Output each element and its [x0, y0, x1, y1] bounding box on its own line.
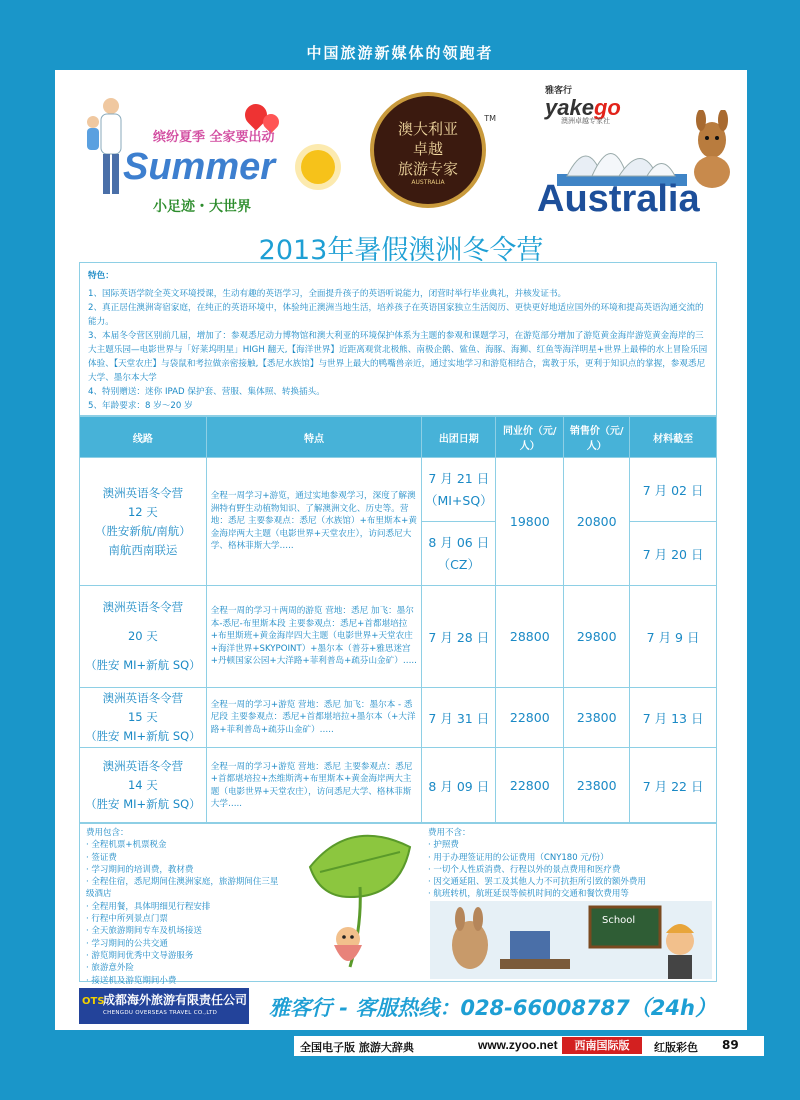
- route-days: 15 天: [127, 710, 158, 724]
- seal-trademark: TM: [484, 114, 496, 123]
- col-header-deadline: 材料截至: [630, 417, 717, 458]
- region-badge: 西南国际版: [562, 1037, 642, 1054]
- trade-price-cell: 22800: [496, 748, 564, 824]
- fees-excluded-title: 费用不含：: [428, 828, 471, 838]
- routes-table: [79, 416, 717, 824]
- feature-item: 4、特别赠送：迷你 IPAD 保护套、营服、集体照、转换插头。: [88, 387, 325, 397]
- fees-included: [86, 827, 286, 987]
- fees-excluded-list: [428, 839, 714, 900]
- list-item: · 用于办理签证用的公证费用（CNY180 元/份）: [428, 852, 609, 863]
- departure-airline: （CZ）: [437, 556, 480, 572]
- company-name-en: CHENGDU OVERSEAS TRAVEL CO.,LTD: [103, 1010, 218, 1016]
- route-days: 14 天: [127, 778, 158, 792]
- table-row: [80, 748, 717, 824]
- route-cell: [80, 688, 207, 748]
- trade-price-cell: 22800: [496, 688, 564, 748]
- school-cartoon-icon: [430, 901, 712, 979]
- hotline-text: 雅客行 - 客服热线：028-66008787（24h）: [269, 996, 716, 1020]
- route-airline: （胜安 MI+新航 SQ）: [85, 658, 201, 672]
- color-label: 红版彩色: [654, 1041, 698, 1054]
- list-item: · 全程住宿，悉尼期间住澳洲家庭，旅游期间住三星级酒店: [86, 877, 279, 900]
- list-item: · 游览期间优秀中文导游服务: [86, 950, 194, 961]
- page-number: 89: [722, 1038, 739, 1052]
- trade-price-cell: 28800: [496, 586, 564, 688]
- summer-tagline: 小足迹・大世界: [153, 199, 251, 215]
- company-name-cn: 成都海外旅游有限责任公司: [103, 993, 248, 1007]
- company-logo-mark: OTS: [82, 996, 105, 1007]
- list-item: · 一切个人性质消费、行程以外的景点费用和医疗费: [428, 864, 621, 875]
- seal-line-3: 旅游专家: [397, 160, 458, 178]
- feature-cell: 全程一周学习+游览，通过实地参观学习，深度了解澳洲特有野生动植物知识、了解澳洲文化、历史等。营地：悉尼 主要参观点：悉尼（水族馆）+布里斯本+黄金海岸两大主题（电影世界+天堂农庄），访问悉尼大学、格林菲斯大学…..: [206, 458, 422, 586]
- sale-price-cell: 20800: [564, 458, 630, 586]
- school-sign-text: School: [602, 915, 636, 926]
- departure-cell: [422, 522, 496, 586]
- features-heading: 特色：: [88, 271, 114, 281]
- deadline-cell: 7 月 02 日: [630, 458, 717, 522]
- australia-word: Australia: [537, 178, 700, 220]
- banner: [55, 70, 747, 220]
- yakego-logo: [537, 80, 737, 220]
- deadline-cell: 7 月 13 日: [630, 688, 717, 748]
- summer-word: Summer: [123, 146, 276, 188]
- feature-item: 5、年龄要求：8 岁～20 岁: [88, 401, 193, 411]
- deadline-cell: 7 月 9 日: [630, 586, 717, 688]
- list-item: · 学习期间的培训费，教材费: [86, 864, 194, 875]
- route-airline-note: 南航西南联运: [108, 542, 178, 557]
- list-item: · 全天旅游期间专车及机场接送: [86, 926, 202, 937]
- features-box: [79, 262, 717, 416]
- list-item: · 旅游意外险: [86, 963, 134, 974]
- departure-airline: （MI+SQ）: [424, 492, 493, 508]
- list-item: · 因交通延阻、罢工及其他人力不可抗拒所引致的额外费用: [428, 877, 646, 888]
- seal-line-1: 澳大利亚: [397, 120, 458, 138]
- edition-label: 全国电子版 旅游大辞典: [300, 1041, 414, 1054]
- route-airline: （胜安 MI+新航 SQ）: [85, 729, 201, 743]
- fees-excluded: [428, 827, 714, 901]
- route-days: 20 天: [127, 629, 158, 643]
- route-airline: （胜安新航/南航）: [94, 523, 191, 538]
- summer-subtitle: 缤纷夏季 全家要出动: [153, 130, 275, 145]
- child-under-leaf-icon: [290, 827, 420, 977]
- yakego-brand-a: yake: [545, 95, 594, 120]
- feature-item: 2、真正居住澳洲寄宿家庭，在纯正的英语环境中，体验纯正澳洲当地生活，培养孩子在英语国家独立生活阅历、更快更好地适应国外的环境和提高英语沟通交流的能力。: [88, 303, 704, 327]
- departure-date: 7 月 21 日: [428, 470, 490, 486]
- footer: [79, 988, 717, 1024]
- deadline-cell: 7 月 22 日: [630, 748, 717, 824]
- feature-item: 1、国际英语学院全英文环境授课，生动有趣的英语学习，全面提升孩子的英语听说能力，闭营时举行毕业典礼，并核发证书。: [88, 289, 567, 299]
- fees-box: [79, 822, 717, 986]
- col-header-sale-price: 销售价（元/人）: [564, 417, 630, 458]
- route-name: 澳洲英语冬令营: [102, 759, 184, 773]
- list-item: · 接送机及游览期间小费: [86, 975, 177, 986]
- route-name: 澳洲英语冬令营: [102, 485, 184, 500]
- feature-cell: 全程一周的学习+游览 营地：悉尼 加飞：墨尔本 - 悉尼段 主要参观点：悉尼+首都堪培拉+墨尔本（+大洋路+菲利普岛+疏芬山金矿）…..: [206, 688, 422, 748]
- col-header-features: 特点: [206, 417, 422, 458]
- col-header-trade-price: 同业价（元/人）: [496, 417, 564, 458]
- page-title: 2013年暑假澳洲冬令营: [258, 235, 544, 266]
- departure-cell: 7 月 31 日: [422, 688, 496, 748]
- fees-included-list: [86, 839, 286, 987]
- list-item: · 签证费: [86, 852, 117, 863]
- departure-cell: 8 月 09 日: [422, 748, 496, 824]
- bottom-bar: [0, 1034, 800, 1058]
- website-link[interactable]: www.zyoo.net: [478, 1038, 558, 1052]
- australia-expert-seal: [370, 92, 496, 208]
- route-cell: [80, 458, 207, 586]
- feature-item: 3、本届冬令营区别前几届，增加了：参观悉尼动力博物馆和澳大利亚的环境保护体系为主题的参观和课题学习，在游览部分增加了游览黄金海岸游览黄金海岸的三大主题乐园—电影世界与「好莱坞明星」HIGH 翻天,【海洋世界】近距离观赏北极熊、南极企鹅、鲨鱼、海豚、海狮、红鱼等海洋明星+世界上最棒的水上冒险乐园体验、【天堂农庄】与袋鼠和考拉做亲密接触,【悉尼水族馆】与世界上最大的鸭嘴兽亲近，通过实地学习和游览相结合，寓教于乐，更利于知识点的掌握，参观悉尼大学、墨尔本大学: [88, 331, 708, 383]
- sale-price-cell: 29800: [564, 586, 630, 688]
- list-item: · 航班转机，航班延误等候机时间的交通和餐饮费用等: [428, 889, 629, 900]
- route-name: 澳洲英语冬令营: [102, 691, 184, 705]
- table-header-row: [80, 417, 717, 458]
- route-cell: [80, 586, 207, 688]
- yakego-tagline: 澳洲卓越专家社: [561, 117, 610, 125]
- trade-price-cell: 19800: [496, 458, 564, 586]
- feature-cell: 全程一周的学习+游览 营地：悉尼 主要参观点：悉尼+首都堪培拉+杰维斯湾+布里斯本+黄金海岸两大主题（电影世界+天堂农庄），访问悉尼大学、格林菲斯大学…..: [206, 748, 422, 824]
- route-days: 12 天: [127, 504, 158, 519]
- sale-price-cell: 23800: [564, 748, 630, 824]
- sale-price-cell: 23800: [564, 688, 630, 748]
- departure-cell: [422, 458, 496, 522]
- list-item: · 全程机票+机票税金: [86, 840, 167, 851]
- list-item: · 全程用餐，具体明细见行程安排: [86, 901, 211, 912]
- table-row: [80, 586, 717, 688]
- col-header-departure: 出团日期: [422, 417, 496, 458]
- seal-country: AUSTRALIA: [411, 179, 445, 186]
- route-cell: [80, 748, 207, 824]
- col-header-route: 线路: [80, 417, 207, 458]
- yakego-brand-b: go: [593, 95, 621, 120]
- sun-icon: [301, 150, 335, 184]
- departure-cell: 7 月 28 日: [422, 586, 496, 688]
- page-content: [55, 70, 747, 1030]
- table-row: [80, 458, 717, 522]
- table-row: [80, 688, 717, 748]
- yakego-cn: 雅客行: [545, 85, 573, 95]
- header-slogan: 中国旅游新媒体的领跑者: [306, 44, 494, 62]
- company-logo: [79, 988, 249, 1024]
- list-item: · 行程中所列景点门票: [86, 914, 168, 925]
- feature-cell: 全程一周的学习＋两周的游览 营地：悉尼 加飞：墨尔本-悉尼-布里斯本段 主要参观点：悉尼+首都堪培拉+布里斯班+黄金海岸四大主题（电影世界+天堂农庄+海洋世界+SKYPOINT）+墨尔本（普芬+雅思迷宫+丹顿国家公园+大洋路+菲利普岛+疏芬山金矿）…..: [206, 586, 422, 688]
- deadline-cell: 7 月 20 日: [630, 522, 717, 586]
- seal-line-2: 卓越: [412, 140, 443, 158]
- top-bar: [0, 0, 800, 66]
- fees-included-title: 费用包含：: [86, 828, 129, 838]
- route-airline: （胜安 MI+新航 SQ）: [85, 797, 201, 811]
- route-name: 澳洲英语冬令营: [102, 600, 184, 614]
- list-item: · 学习期间的公共交通: [86, 938, 168, 949]
- departure-date: 8 月 06 日: [428, 534, 490, 550]
- list-item: · 护照费: [428, 840, 459, 851]
- summer-logo: [73, 84, 343, 214]
